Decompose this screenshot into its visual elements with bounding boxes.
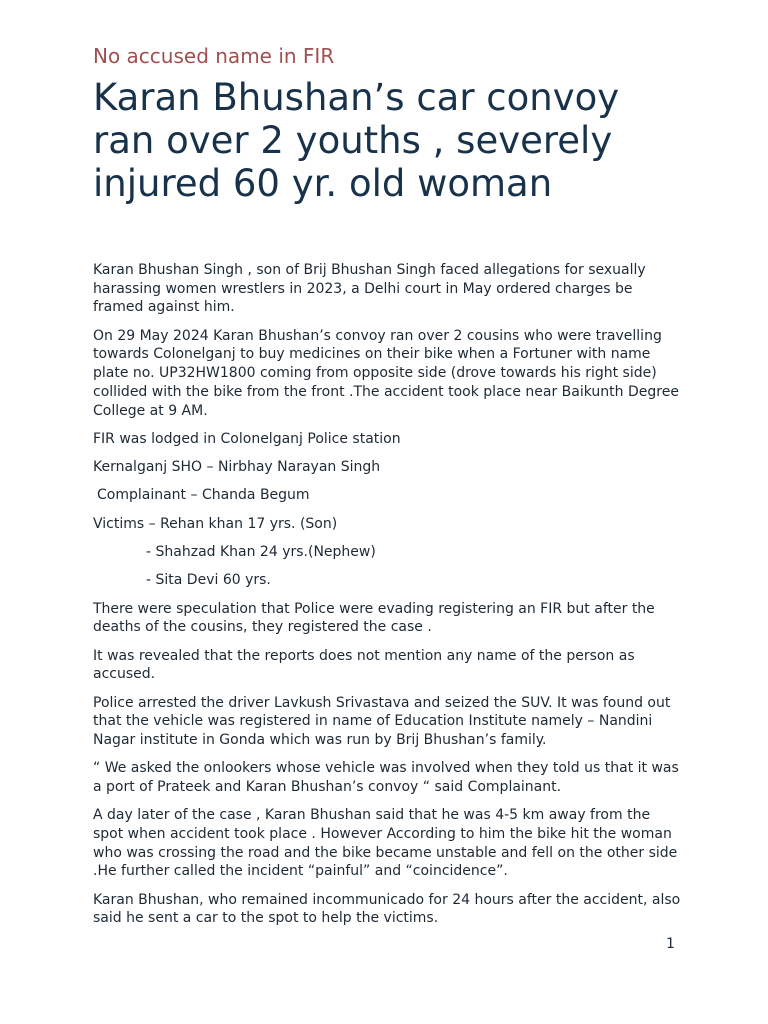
paragraph-victims: Victims – Rehan khan 17 yrs. (Son) [93, 515, 338, 532]
paragraph-fir: FIR was lodged in Colonelganj Police station [93, 430, 401, 447]
article-body [93, 261, 683, 938]
paragraph-arrest: Police arrested the driver Lavkush Srivastava and seized the SUV. It was found out that the vehicle was registered in name of Education Institute namely – Nandini Nagar institute in Gonda which was run by Brij Bhushan’s family. [93, 694, 671, 748]
headline: Karan Bhushan’s car convoy ran over 2 youths , severely injured 60 yr. old woman [93, 76, 620, 205]
paragraph-quote: “ We asked the onlookers whose vehicle was involved when they told us that it was a port of Prateek and Karan Bhushan’s convoy “ said Complainant. [93, 760, 679, 795]
paragraph-incommunicado: Karan Bhushan, who remained incommunicado for 24 hours after the accident, also said he sent a car to the spot to help the victims. [93, 891, 681, 927]
paragraph-sho: Kernalganj SHO – Nirbhay Narayan Singh [93, 459, 381, 476]
header-block [93, 42, 683, 205]
paragraph-complainant: Complainant – Chanda Begum [97, 487, 310, 504]
victim-item: - Shahzad Khan 24 yrs.(Nephew) [146, 544, 376, 560]
victim-item: - Sita Devi 60 yrs. [146, 572, 271, 589]
paragraph-no-accused: It was revealed that the reports does not mention any name of the person as accused. [93, 647, 635, 683]
paragraph-intro: Karan Bhushan Singh , son of Brij Bhushan Singh faced allegations for sexually harassing women wrestlers in 2023, a Delhi court in May ordered charges be framed against him. [93, 262, 646, 316]
kicker: No accused name in FIR [93, 44, 335, 68]
page-number: 1 [666, 936, 675, 952]
paragraph-statement: A day later of the case , Karan Bhushan said that he was 4-5 km away from the spot when accident took place . However According to him the bike hit the woman who was crossing the road and the bike became unstable and fell on the other side .He further called the incident “painful” and “coincidence”. [93, 807, 678, 880]
paragraph-speculation: There were speculation that Police were evading registering an FIR but after the deaths of the cousins, they registered the case . [93, 600, 655, 636]
paragraph-accident: On 29 May 2024 Karan Bhushan’s convoy ran over 2 cousins who were travelling towards Colonelganj to buy medicines on their bike when a Fortuner with name plate no. UP32HW1800 coming from opposite side (drove towards his right side) collided with the bike from the front .The accident took place near Baikunth Degree College at 9 AM. [93, 327, 679, 419]
